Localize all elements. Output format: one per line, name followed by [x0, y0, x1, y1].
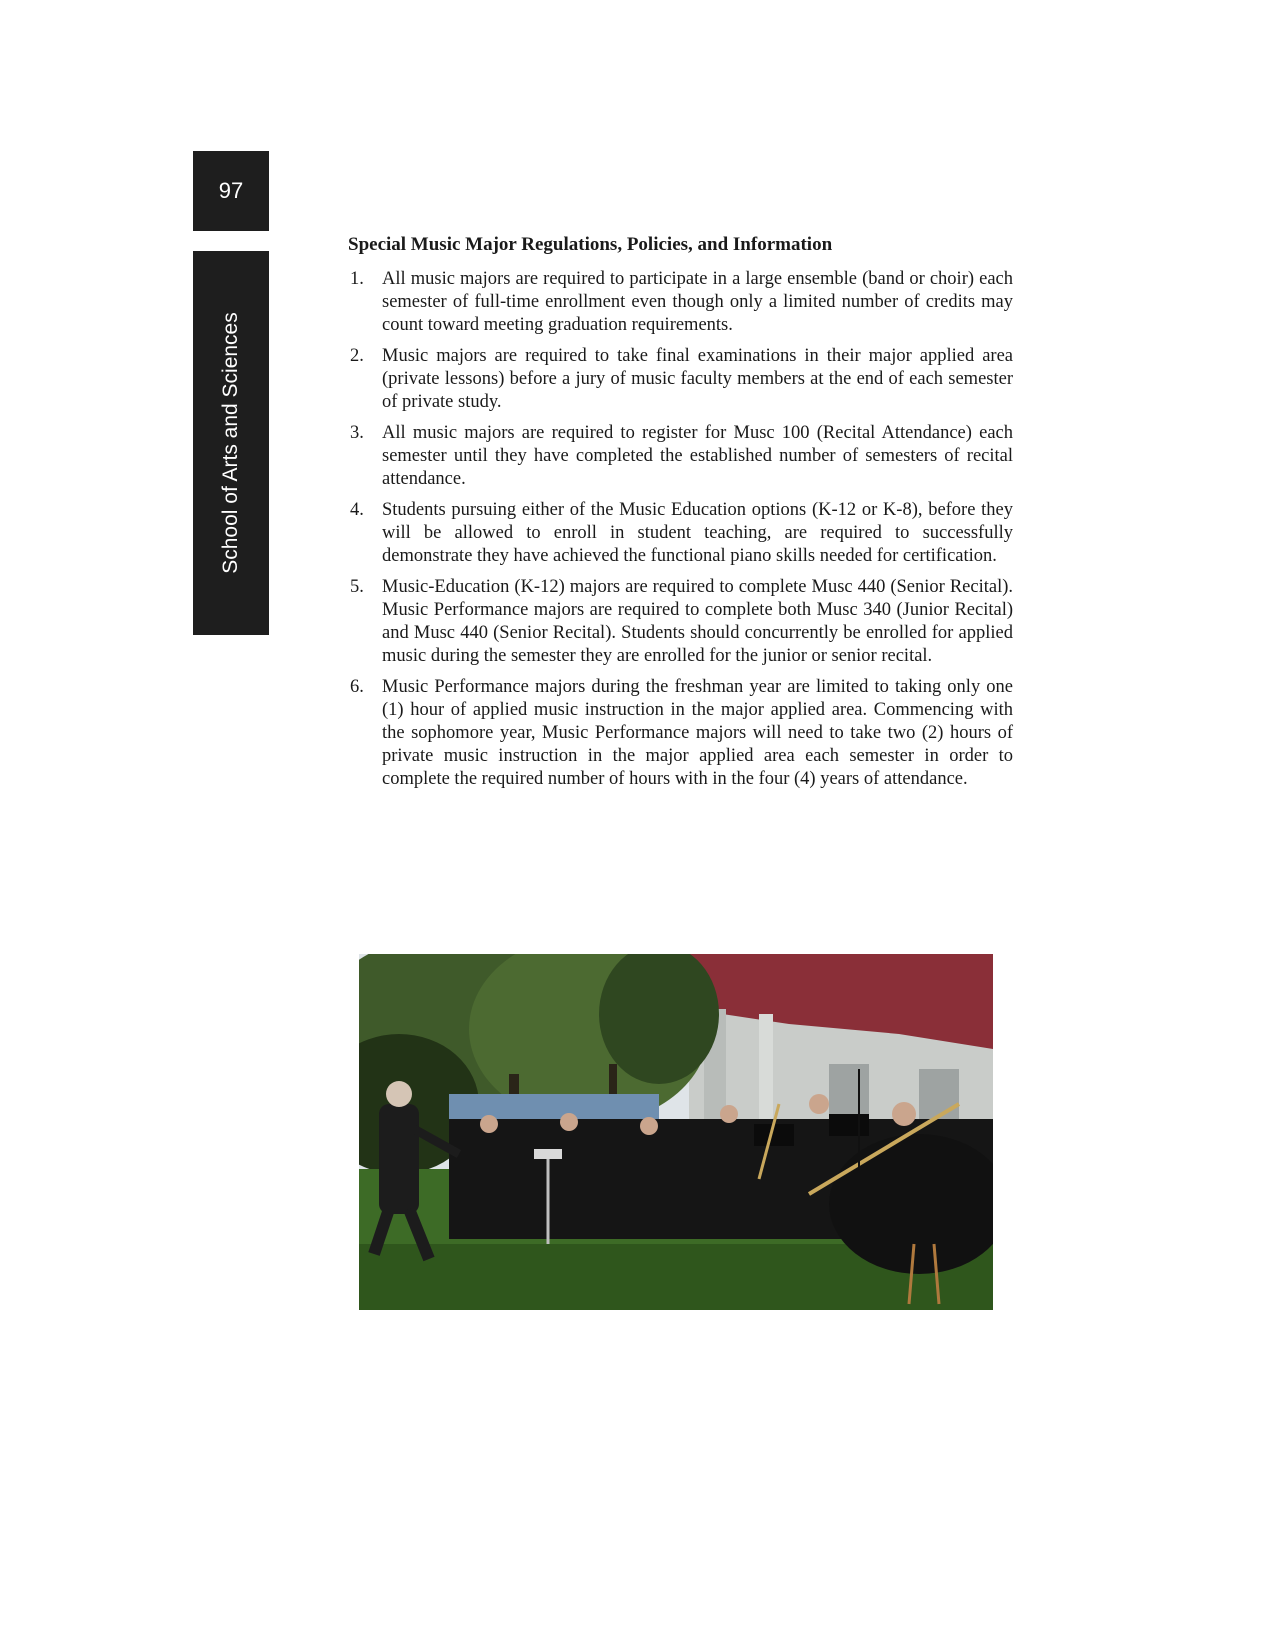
- rule-number: 3.: [350, 423, 364, 443]
- music-stand: [534, 1149, 562, 1159]
- rule-number: 2.: [350, 346, 364, 366]
- ensemble-photo: [359, 954, 993, 1310]
- rule-number: 6.: [350, 677, 364, 697]
- rule-text: All music majors are required to register for Musc 100 (Recital Attendance) each semester until they have completed the established number of semesters of recital attendance.: [382, 423, 1013, 489]
- rule-text: Music-Education (K-12) majors are required to complete Musc 440 (Senior Recital). Music Performance majors are required to complete both Musc 340 (Junior Recital) and Musc 440 (Senior Recital). Students should concurrently be enrolled for applied music during the semester they are enrolled for the junior or senior recital.: [382, 577, 1013, 666]
- rule-item: [348, 422, 1013, 491]
- rule-item: [348, 576, 1013, 668]
- outdoor-band-concert-illustration: [359, 954, 993, 1310]
- page-number: 97: [218, 178, 244, 203]
- rule-item: [348, 676, 1013, 791]
- section-tab: [193, 251, 269, 635]
- conductor-body: [379, 1104, 419, 1214]
- rule-number: 1.: [350, 269, 364, 289]
- rule-item: [348, 345, 1013, 414]
- rule-text: Music majors are required to take final examinations in their major applied area (private lessons) before a jury of music faculty members at the end of each semester of private study.: [382, 346, 1013, 412]
- conductor-head: [386, 1081, 412, 1107]
- performer-head: [480, 1115, 498, 1133]
- performer-head: [720, 1105, 738, 1123]
- rule-text: Students pursuing either of the Music Education options (K-12 or K-8), before they will be allowed to enroll in student teaching, are required to successfully demonstrate they have achieved the functional piano skills needed for certification.: [382, 500, 1013, 566]
- section-label: School of Arts and Sciences: [219, 312, 242, 574]
- section-heading: Special Music Major Regulations, Policies, and Information: [348, 234, 833, 255]
- rule-item: [348, 268, 1013, 337]
- performer-head: [809, 1094, 829, 1114]
- rule-text: Music Performance majors during the freshman year are limited to taking only one (1) hour of applied music instruction in the major applied area. Commencing with the sophomore year, Music Performance majors will need to take two (2) hours of private music instruction in the major applied area each semester in order to complete the required number of hours with in the four (4) years of attendance.: [382, 677, 1013, 789]
- rules-list: [348, 268, 1013, 791]
- performer-head: [640, 1117, 658, 1135]
- music-stand: [829, 1114, 869, 1136]
- performer-head: [892, 1102, 916, 1126]
- performer-head: [560, 1113, 578, 1131]
- main-content: [348, 234, 1013, 799]
- page-number-tab: [193, 151, 269, 231]
- rule-number: 4.: [350, 500, 364, 520]
- rule-number: 5.: [350, 577, 364, 597]
- rule-text: All music majors are required to participate in a large ensemble (band or choir) each semester of full-time enrollment even though only a limited number of credits may count toward meeting graduation requirements.: [382, 269, 1013, 335]
- rule-item: [348, 499, 1013, 568]
